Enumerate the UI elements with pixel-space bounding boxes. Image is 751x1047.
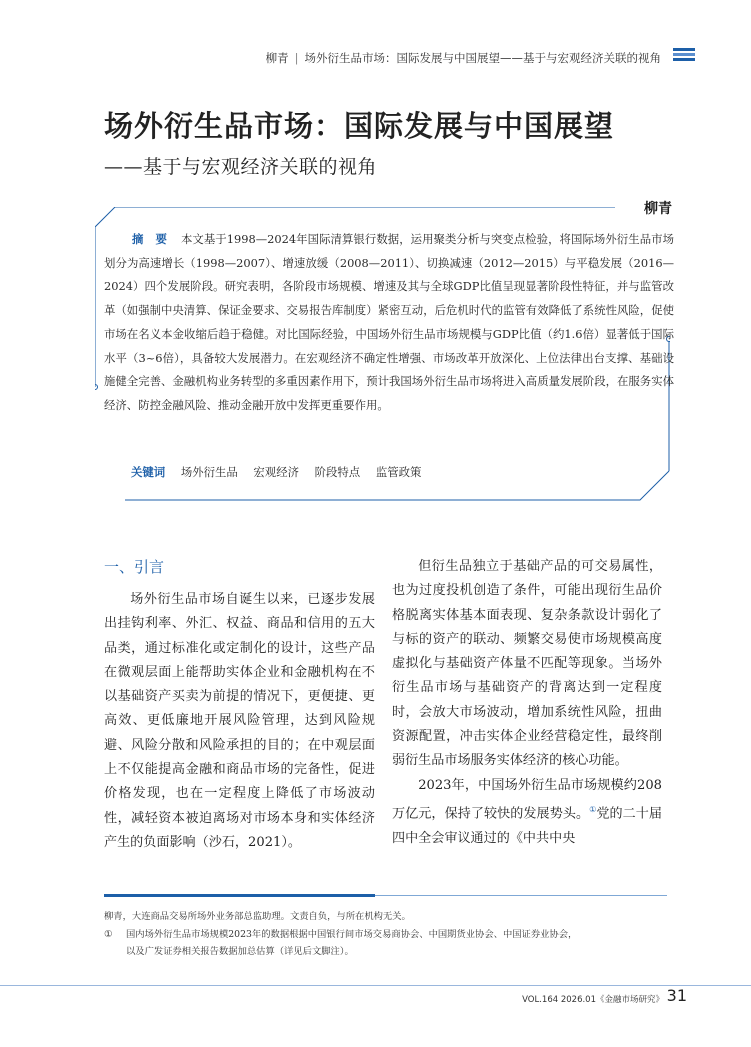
header-separator: | bbox=[294, 51, 299, 65]
abstract-text: 本文基于1998—2024年国际清算银行数据，运用聚类分析与突变点检验，将国际场外衍生品市场划分为高速增长（1998—2007）、增速放缓（2008—2011）、切换减速（2012—2015）与平稳发展（2016—2024）四个发展阶段。研究表明，各阶段市场规模、增速及其与全球GDP比值呈现显著阶段性特征，并与监管改革（如强制中央清算、保证金要求、交易报告库制度）紧密互动，后危机时代的监管有效降低了系统性风险，促使市场在名义本金收缩后趋于稳健。对比国际经验，中国场外衍生品市场规模与GDP比值（约1.6倍）显著低于国际水平（3~6倍），具备较大发展潜力。在宏观经济不确定性增强、市场改革开放深化、上位法律出台支撑、基础设施健全完善、金融机构业务转型的多重因素作用下，预计我国场外衍生品市场将进入高质量发展阶段，在服务实体经济、防控金融风险、推动金融开放中发挥更重要作用。 bbox=[104, 232, 675, 412]
paragraph: 但衍生品独立于基础产品的可交易属性，也为过度投机创造了条件，可能出现衍生品价格脱离实体基本面表现、复杂条款设计弱化了与标的资产的联动、频繁交易使市场规模高度虚拟化与基础资产体量不匹配等现象。当场外衍生品市场与基础资产的背离达到一定程度时，会放大市场波动，增加系统性风险，扭曲资源配置，冲击实体企业经营稳定性，最终削弱衍生品市场服务实体经济的核心功能。 bbox=[392, 559, 662, 769]
footnote-text: 国内场外衍生品市场规模2023年的数据根据中国银行间市场交易商协会、中国期货业协会、中国证券业协会， bbox=[126, 929, 578, 940]
footer-divider bbox=[0, 985, 751, 986]
paragraph-text: 党的二十届四中全会审议通过的《中共中央 bbox=[392, 806, 663, 846]
page-number: 31 bbox=[666, 986, 687, 1005]
footnote-text-cont: 以及广发证券相关报告数据加总估算（详见后文脚注）。 bbox=[126, 946, 354, 957]
body-column-left bbox=[104, 588, 375, 855]
keyword-item: 阶段特点 bbox=[314, 465, 361, 479]
footnote-divider bbox=[104, 894, 375, 897]
keywords-label: 关键词 bbox=[131, 465, 166, 479]
keyword-item: 宏观经济 bbox=[253, 465, 299, 479]
abstract bbox=[104, 228, 674, 418]
footnote-divider-thin bbox=[375, 895, 667, 896]
section-heading: 一、引言 bbox=[104, 558, 165, 576]
paragraph bbox=[392, 774, 662, 851]
keyword-item: 场外衍生品 bbox=[180, 465, 238, 479]
body-column-right bbox=[392, 555, 662, 851]
author-note: 柳青，大连商品交易所场外业务部总监助理。文责自负，与所在机构无关。 bbox=[104, 911, 411, 922]
article-title: 场外衍生品市场：国际发展与中国展望 bbox=[104, 109, 615, 143]
header-author: 柳青 bbox=[265, 51, 289, 65]
article-subtitle: ——基于与宏观经济关联的视角 bbox=[104, 156, 378, 178]
journal-info: VOL.164 2026.01《金融市场研究》 bbox=[522, 995, 664, 1005]
paragraph-text: 2023年，中国场外衍生品市场规模约208万亿元，保持了较快的发展势头。 bbox=[392, 777, 662, 822]
header-stripes-icon bbox=[673, 48, 695, 66]
keyword-item: 监管政策 bbox=[375, 465, 422, 479]
article-author: 柳青 bbox=[644, 201, 672, 217]
header-running-title: 场外衍生品市场：国际发展与中国展望——基于与宏观经济关联的视角 bbox=[304, 51, 661, 65]
abstract-label: 摘 要 bbox=[132, 232, 171, 246]
footnote-1 bbox=[104, 926, 664, 960]
keywords bbox=[131, 464, 433, 480]
footnote-ref-link[interactable]: ① bbox=[589, 804, 597, 814]
footnote-number: ① bbox=[104, 929, 113, 940]
running-header bbox=[266, 50, 661, 66]
paragraph: 场外衍生品市场自诞生以来，已逐步发展出挂钩利率、外汇、权益、商品和信用的五大品类，通过标准化或定制化的设计，这些产品在微观层面上能帮助实体企业和金融机构在不以基础资产买卖为前提的情况下，更便捷、更高效、更低廉地开展风险管理，达到风险规避、风险分散和风险承担的目的；在中观层面上不仅能提高金融和商品市场的完备性，促进价格发现，也在一定程度上降低了市场波动性，减轻资本被迫离场对市场本身和实体经济产生的负面影响（沙石，2021）。 bbox=[104, 592, 375, 850]
